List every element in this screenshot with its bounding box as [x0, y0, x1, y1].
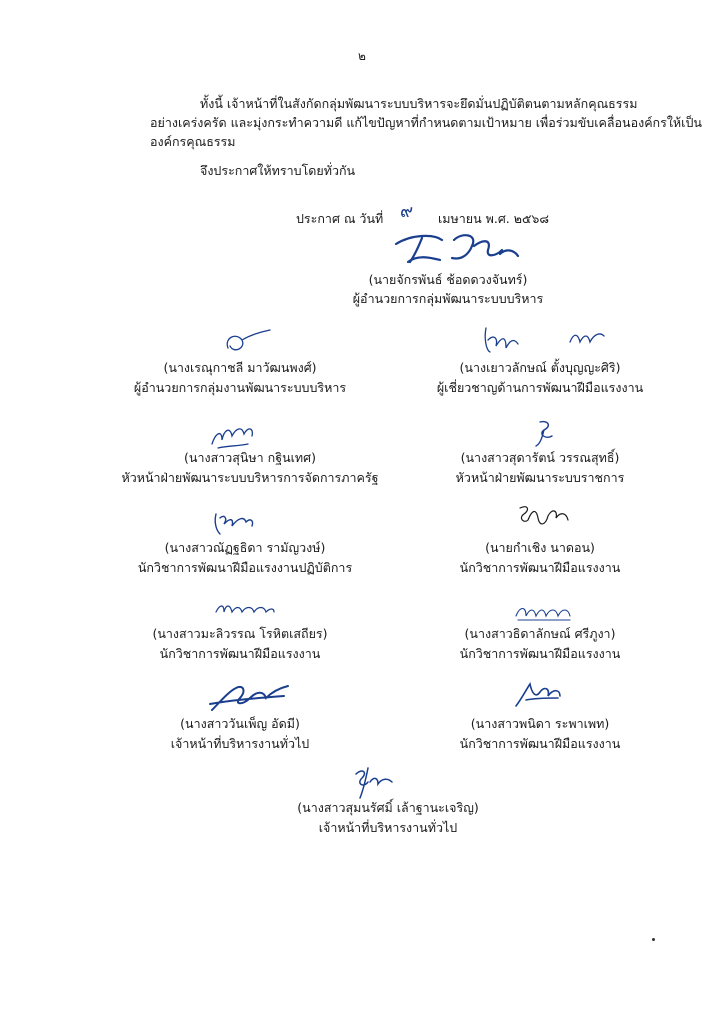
signatory-title: หัวหน้าฝ่ายพัฒนาระบบบริหารการจัดการภาครัฐ [121, 470, 379, 485]
signatory-name: (นางสาวสุดารัตน์ วรรณสุทธิ์) [460, 450, 620, 465]
signatory-name: (นางสาวณัฏฐธิดา รามัญวงษ์) [164, 540, 326, 555]
signatory-name: (นางสาววันเพ็ญ อัดมี) [180, 716, 300, 731]
signature-mark [348, 764, 396, 800]
chief-signature [392, 230, 522, 266]
signatory-title: ผู้อำนวยการกลุ่มงานพัฒนาระบบบริหาร [133, 380, 347, 395]
signature-mark [512, 598, 576, 624]
page-number: ๒ [358, 49, 366, 63]
chief-title: ผู้อำนวยการกลุ่มพัฒนาระบบบริหาร [352, 291, 544, 306]
signatory-title: เจ้าหน้าที่บริหารงานทั่วไป [170, 736, 310, 751]
body-paragraph-line: อย่างเคร่งครัด และมุ่งกระทำความดี แก้ไขปัญหาที่กำหนดตามเป้าหมาย เพื่อร่วมขับเคลื่อนองค์กรให้เป็น [150, 115, 702, 130]
signatory-title: นักวิชาการพัฒนาฝีมือแรงงาน [159, 646, 321, 661]
signatory-title: นักวิชาการพัฒนาฝีมือแรงงาน [459, 560, 621, 575]
signatory-title: หัวหน้าฝ่ายพัฒนาระบบราชการ [455, 470, 625, 485]
signature-mark [210, 508, 258, 538]
signature-mark [508, 680, 564, 710]
signatory-name: (นางเยาวลักษณ์ ตั้งบุญญะศิริ) [459, 360, 621, 375]
announcement-date-prefix: ประกาศ ณ วันที่ [296, 211, 384, 226]
signatory-title: นักวิชาการพัฒนาฝีมือแรงงาน [459, 736, 621, 751]
body-paragraph-line: ทั้งนี้ เจ้าหน้าที่ในสังกัดกลุ่มพัฒนาระบบบริหารจะยึดมั่นปฏิบัติตนตามหลักคุณธรรม [200, 96, 638, 111]
signatory-name: (นางสาวสุนิษา กฐินเทศ) [184, 450, 316, 465]
signatory-name: (นายกำเชิง นาดอน) [485, 540, 595, 555]
signatory-name: (นางเรณุกาชลี มาวัฒนพงศ์) [163, 360, 317, 375]
stray-dot [652, 938, 655, 941]
signature-mark [222, 328, 272, 358]
signature-mark [206, 680, 290, 716]
signature-mark [208, 420, 258, 452]
signatory-name: (นางสาวธิดาลักษณ์ ศรีภูงา) [464, 626, 616, 641]
signatory-title: นักวิชาการพัฒนาฝีมือแรงงานปฏิบัติการ [137, 560, 353, 575]
signatory-title: ผู้เชี่ยวชาญด้านการพัฒนาฝีมือแรงงาน [436, 380, 644, 395]
signatory-name: (นางสาวพนิดา ระพาเพท) [470, 716, 610, 731]
signature-mark [510, 500, 574, 536]
signatory-name: (นางสาวมะลิวรรณ โรหิตเสถียร) [152, 626, 328, 641]
chief-name: (นายจักรพันธ์ ช้อดดวงจันทร์) [368, 272, 528, 287]
signatory-title: นักวิชาการพัฒนาฝีมือแรงงาน [459, 646, 621, 661]
closing-statement: จึงประกาศให้ทราบโดยทั่วกัน [200, 163, 356, 178]
signature-mark [532, 418, 558, 448]
announcement-date-month-year: เมษายน พ.ศ. ๒๕๖๘ [438, 211, 549, 226]
body-paragraph-line: องค์กรคุณธรรม [150, 134, 236, 149]
signature-mark [212, 596, 276, 620]
signatory-name: (นางสาวสุมนรัศมิ์ เล้าฐานะเจริญ) [297, 800, 479, 815]
handwritten-day: ๙ [400, 201, 414, 222]
signatory-title: เจ้าหน้าที่บริหารงานทั่วไป [318, 820, 458, 835]
signature-mark [480, 322, 620, 358]
